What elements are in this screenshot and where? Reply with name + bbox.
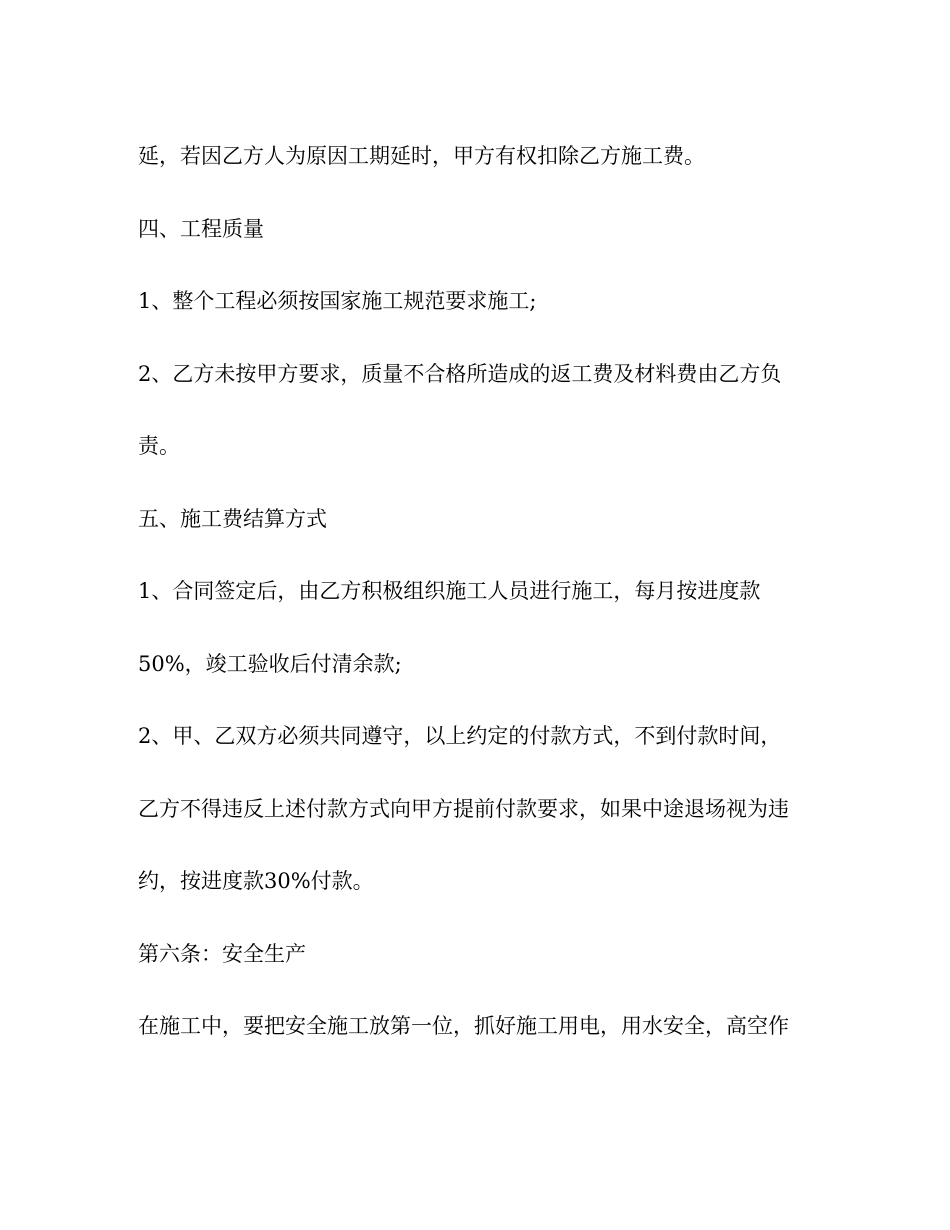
article-heading-safety: 第六条：安全生产 xyxy=(138,941,306,966)
list-item-settlement-2-continued: 乙方不得违反上述付款方式向甲方提前付款要求，如果中途退场视为违 xyxy=(138,796,789,821)
list-item-quality-2-continued: 责。 xyxy=(138,434,180,458)
paragraph-safety: 在施工中，要把安全施工放第一位，抓好施工用电，用水安全，高空作 xyxy=(138,1014,789,1038)
list-item-settlement-1: 1、合同签定后，由乙方积极组织施工人员进行施工，每月按进度款 xyxy=(138,579,761,603)
list-item-settlement-1-continued: 50%，竣工验收后付清余款; xyxy=(138,651,402,676)
list-item-settlement-2: 2、甲、乙双方必须共同遵守，以上约定的付款方式，不到付款时间， xyxy=(138,724,782,748)
section-heading-settlement: 五、施工费结算方式 xyxy=(138,506,327,531)
text-line-continuation: 延，若因乙方人为原因工期延时，甲方有权扣除乙方施工费。 xyxy=(138,144,705,168)
list-item-quality-1: 1、整个工程必须按国家施工规范要求施工; xyxy=(138,289,537,313)
list-item-quality-2: 2、乙方未按甲方要求，质量不合格所造成的返工费及材料费由乙方负 xyxy=(138,361,782,386)
section-heading-quality: 四、工程质量 xyxy=(138,216,264,241)
document-body xyxy=(138,131,828,1074)
list-item-settlement-2-end: 约，按进度款30%付款。 xyxy=(138,869,374,893)
